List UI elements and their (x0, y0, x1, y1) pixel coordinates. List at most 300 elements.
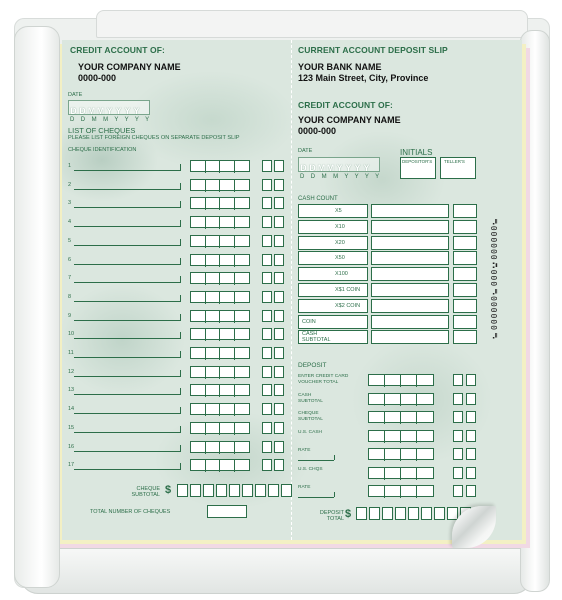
cheque-cents-box[interactable] (262, 347, 272, 359)
deposit-label: DEPOSIT (298, 362, 327, 369)
cheque-identification-line[interactable] (74, 432, 180, 433)
left-date-format: D D M M Y Y Y Y (70, 117, 152, 123)
cheque-cents-box[interactable] (262, 160, 272, 172)
tick-cell (220, 161, 235, 173)
deposit-cents-box[interactable] (466, 467, 476, 479)
cheque-cents-box[interactable] (274, 160, 284, 172)
subtotal-digit-box[interactable] (255, 484, 266, 497)
right-company-name: YOUR COMPANY NAME (298, 115, 401, 125)
subtotal-digit-box[interactable] (281, 484, 292, 497)
tick-cell (235, 292, 249, 304)
subtotal-digit-box[interactable] (203, 484, 214, 497)
cheque-cents-box[interactable] (262, 179, 272, 191)
tick-separator (191, 423, 249, 435)
cheque-amount-field[interactable] (190, 441, 250, 453)
tick-cell (220, 180, 235, 192)
cash-denomination-label: X100 (335, 271, 348, 278)
cheque-subtotal-label-line1: CHEQUE (136, 486, 160, 492)
deposit-row-label: CHEQUE (298, 411, 319, 416)
deposit-cents-box[interactable] (466, 374, 476, 386)
tick-separator (191, 367, 249, 379)
cheque-amount-field[interactable] (190, 291, 250, 303)
cheque-identification-line[interactable] (74, 451, 180, 452)
tick-cell (220, 198, 235, 210)
rate-input-line[interactable] (298, 460, 334, 461)
tick-cell (220, 442, 235, 454)
tick-cell (417, 449, 433, 461)
tick-cell (220, 404, 235, 416)
date-char: M (96, 106, 105, 116)
date-char: M (317, 163, 326, 173)
binder-bottom-spine (20, 548, 532, 594)
cheque-cents-box[interactable] (274, 459, 284, 471)
cheque-line-end (180, 314, 181, 321)
tick-cell (235, 329, 249, 341)
deposit-cents-box[interactable] (453, 467, 463, 479)
cheque-line-end (180, 295, 181, 302)
tick-cell (369, 449, 385, 461)
tick-separator (191, 255, 249, 267)
tick-cell (191, 161, 206, 173)
tick-cell (385, 449, 401, 461)
tick-cell (385, 468, 401, 480)
rate-input-line[interactable] (298, 497, 334, 498)
cash-count-amount-field[interactable] (371, 330, 449, 344)
deposit-amount-field[interactable] (368, 448, 434, 460)
cheque-line-end (180, 463, 181, 470)
date-char: D (79, 106, 86, 116)
tick-separator (191, 442, 249, 454)
subtotal-digit-box[interactable] (177, 484, 188, 497)
cheque-cents-box[interactable] (262, 272, 272, 284)
deposit-row-label: U.S. CASH (298, 429, 322, 435)
cheque-identification-line[interactable] (74, 301, 180, 302)
cash-count-amount-field[interactable] (371, 299, 449, 313)
tick-cell (369, 486, 385, 498)
deposit-cents-box[interactable] (466, 430, 476, 442)
deposit-total-digit-box[interactable] (421, 507, 432, 520)
cheque-identification-line[interactable] (74, 338, 180, 339)
tick-cell (220, 236, 235, 248)
tick-cell (206, 348, 221, 360)
cash-count-amount-field[interactable] (371, 315, 449, 329)
tick-separator (191, 404, 249, 416)
deposit-cents-box[interactable] (453, 448, 463, 460)
cheque-line-end (180, 239, 181, 246)
tick-cell (417, 375, 433, 387)
tick-cell (417, 431, 433, 443)
micr-encoding-line: ⑈000000⑈000⑆000000⑈ (490, 215, 499, 339)
deposit-cents-box[interactable] (453, 485, 463, 497)
cash-count-cents-field[interactable] (453, 204, 477, 218)
cheque-line-end (180, 388, 181, 395)
right-account-number: 0000-000 (298, 126, 337, 136)
tick-cell (191, 180, 206, 192)
tick-cell (235, 423, 249, 435)
cheque-row-number: 6 (68, 256, 72, 263)
binder-top-flap (96, 10, 528, 38)
cash-count-denomination (298, 251, 368, 265)
cash-count-amount-field[interactable] (371, 267, 449, 281)
cash-denomination-label: X$1 COIN (335, 287, 361, 293)
left-date-label: DATE (68, 92, 83, 98)
left-date-field[interactable] (68, 100, 150, 115)
cheque-identification-line[interactable] (74, 394, 180, 395)
cheque-cents-box[interactable] (262, 403, 272, 415)
cash-count-amount-field[interactable] (371, 251, 449, 265)
tick-cell (206, 273, 221, 285)
cheque-line-end (180, 426, 181, 433)
deposit-amount-field[interactable] (368, 467, 434, 479)
cash-count-denomination (298, 267, 368, 281)
cheque-line-end (180, 220, 181, 227)
cheque-amount-field[interactable] (190, 366, 250, 378)
cheque-line-end (180, 332, 181, 339)
cheque-cents-box[interactable] (274, 235, 284, 247)
total-number-cheques-field[interactable] (207, 505, 247, 518)
tick-cell (369, 412, 385, 424)
tick-cell (206, 198, 221, 210)
date-char: Y (336, 163, 343, 173)
cash-denomination-label: X$2 COIN (335, 302, 361, 309)
cheque-cents-box[interactable] (262, 366, 272, 378)
tick-cell (206, 180, 221, 192)
tick-cell (235, 442, 249, 454)
cash-denomination-label: X10 (335, 223, 345, 230)
tick-cell (191, 273, 206, 285)
cheque-amount-field[interactable] (190, 197, 250, 209)
cheque-amount-field[interactable] (190, 310, 250, 322)
date-char: Y (133, 106, 140, 116)
cheque-row-number: 7 (68, 275, 72, 282)
tick-cell (191, 255, 206, 267)
cheque-row-number: 5 (68, 237, 72, 244)
cash-count-denomination (298, 236, 368, 250)
cheque-cents-box[interactable] (262, 197, 272, 209)
tick-cell (206, 385, 221, 397)
tick-cell (235, 460, 249, 472)
deposit-total-digit-box[interactable] (356, 507, 367, 520)
tick-cell (235, 273, 249, 285)
deposit-row-label: CASH (298, 392, 312, 398)
deposit-cents-box[interactable] (453, 430, 463, 442)
tick-cell (206, 367, 221, 379)
tick-cell (235, 311, 249, 323)
cheque-identification-line[interactable] (74, 189, 180, 190)
cheque-cents-box[interactable] (274, 328, 284, 340)
tick-cell (220, 255, 235, 267)
tick-cell (220, 460, 235, 472)
deposit-row-label-line2: SUBTOTAL (298, 417, 323, 422)
deposit-total-boxes[interactable] (356, 507, 471, 520)
cheque-cents-box[interactable] (274, 441, 284, 453)
deposit-cents-box[interactable] (466, 448, 476, 460)
cheque-cents-box[interactable] (262, 422, 272, 434)
cash-count-cents-field[interactable] (453, 315, 477, 329)
tick-cell (191, 442, 206, 454)
cheque-line-end (180, 258, 181, 265)
cash-denomination-label: X20 (335, 239, 345, 246)
cheque-cents-box[interactable] (262, 441, 272, 453)
tick-cell (235, 385, 249, 397)
tick-cell (220, 423, 235, 435)
date-char: M (326, 163, 335, 173)
cheque-amount-field[interactable] (190, 384, 250, 396)
date-char: Y (106, 106, 113, 116)
cash-count-cents-field[interactable] (453, 251, 477, 265)
cash-count-denomination (298, 330, 368, 344)
cash-count-denomination (298, 283, 368, 297)
cheque-amount-field[interactable] (190, 216, 250, 228)
cheque-amount-field[interactable] (190, 328, 250, 340)
deposit-amount-field[interactable] (368, 430, 434, 442)
subtotal-digit-box[interactable] (229, 484, 240, 497)
cheque-cents-box[interactable] (262, 310, 272, 322)
cheque-cents-box[interactable] (274, 216, 284, 228)
tick-cell (206, 404, 221, 416)
cheque-cents-box[interactable] (274, 272, 284, 284)
left-company-name: YOUR COMPANY NAME (78, 62, 181, 72)
cheque-row-number: 10 (68, 331, 75, 338)
cheque-line-end (180, 164, 181, 171)
cheque-row-number: 9 (68, 312, 72, 319)
cheque-row-number: 11 (68, 350, 74, 356)
deposit-row-label: RATE (298, 448, 311, 453)
tick-cell (235, 255, 249, 267)
tick-cell (191, 385, 206, 397)
cash-count-cents-field[interactable] (453, 299, 477, 313)
tick-separator (191, 329, 249, 341)
teller-initials-box[interactable] (440, 157, 476, 179)
date-char: Y (345, 163, 352, 173)
cash-count-denomination (298, 299, 368, 313)
cash-count-cents-field[interactable] (453, 236, 477, 250)
date-char: Y (363, 163, 370, 173)
cheque-cents-box[interactable] (262, 254, 272, 266)
tick-separator (191, 198, 249, 210)
perforation-line (291, 40, 292, 540)
cheque-cents-box[interactable] (274, 310, 284, 322)
tick-cell (191, 292, 206, 304)
cheque-identification-line[interactable] (74, 170, 180, 171)
cheque-cents-box[interactable] (274, 291, 284, 303)
cheque-amount-field[interactable] (190, 347, 250, 359)
cheque-cents-box[interactable] (274, 366, 284, 378)
tick-cell (401, 468, 417, 480)
cheque-subtotal-boxes[interactable] (177, 484, 292, 497)
cheque-cents-box[interactable] (262, 384, 272, 396)
tick-cell (369, 431, 385, 443)
tick-cell (235, 236, 249, 248)
date-char: Y (354, 163, 361, 173)
right-credit-heading: CREDIT ACCOUNT OF: (298, 100, 393, 110)
cheque-line-end (180, 276, 181, 283)
tick-cell (235, 180, 249, 192)
date-char: D (300, 163, 307, 173)
cheque-amount-field[interactable] (190, 160, 250, 172)
deposit-amount-field[interactable] (368, 374, 434, 386)
tick-separator (191, 180, 249, 192)
cheque-identification-line[interactable] (74, 245, 180, 246)
deposit-amount-field[interactable] (368, 485, 434, 497)
right-date-label: DATE (298, 148, 313, 154)
tick-separator (191, 348, 249, 360)
cheque-cents-box[interactable] (262, 216, 272, 228)
tick-cell (206, 423, 221, 435)
tick-cell (401, 431, 417, 443)
cheque-identification-line[interactable] (74, 376, 180, 377)
tick-cell (385, 375, 401, 387)
cash-count-cents-field[interactable] (453, 283, 477, 297)
cheque-amount-field[interactable] (190, 459, 250, 471)
cheque-line-end (180, 445, 181, 452)
deposit-total-label (314, 510, 344, 522)
cheque-row-number: 15 (68, 424, 75, 431)
deposit-cents-box[interactable] (453, 411, 463, 423)
tick-cell (206, 442, 221, 454)
date-char: D (70, 106, 77, 116)
rate-line-end (334, 455, 335, 460)
cheque-cents-box[interactable] (274, 422, 284, 434)
cheque-amount-field[interactable] (190, 254, 250, 266)
deposit-cents-box[interactable] (453, 393, 463, 405)
cash-denomination-label: COIN (302, 318, 316, 325)
cheque-amount-field[interactable] (190, 403, 250, 415)
deposit-total-digit-box[interactable] (395, 507, 406, 520)
deposit-cents-box[interactable] (466, 393, 476, 405)
cheque-row-number: 14 (68, 406, 75, 413)
cheque-cents-box[interactable] (262, 291, 272, 303)
deposit-total-digit-box[interactable] (408, 507, 419, 520)
tick-cell (220, 292, 235, 304)
deposit-row-label-line2: VOUCHER TOTAL (298, 380, 339, 385)
left-credit-heading: CREDIT ACCOUNT OF: (70, 45, 165, 55)
tick-cell (235, 217, 249, 229)
deposit-cents-box[interactable] (466, 485, 476, 497)
cheque-cents-box[interactable] (262, 328, 272, 340)
deposit-row-label: ENTER CREDIT CARD (298, 374, 349, 379)
deposit-total-digit-box[interactable] (434, 507, 445, 520)
cash-subtotal-line2: SUBTOTAL (302, 336, 331, 343)
deposit-amount-field[interactable] (368, 393, 434, 405)
cheque-amount-field[interactable] (190, 179, 250, 191)
tick-cell (206, 329, 221, 341)
cash-denomination-label: X50 (335, 255, 345, 262)
cheque-subtotal-label-line2: SUBTOTAL (131, 492, 160, 498)
tick-cell (401, 412, 417, 424)
tick-cell (235, 348, 249, 360)
tick-cell (385, 394, 401, 406)
cheque-cents-box[interactable] (274, 403, 284, 415)
cheque-identification-line[interactable] (74, 264, 180, 265)
cheque-row-number: 1 (68, 163, 72, 169)
subtotal-digit-box[interactable] (242, 484, 253, 497)
tick-cell (220, 348, 235, 360)
subtotal-digit-box[interactable] (216, 484, 227, 497)
tick-cell (417, 468, 433, 480)
cheque-cents-box[interactable] (274, 179, 284, 191)
deposit-cents-box[interactable] (466, 411, 476, 423)
cheque-amount-field[interactable] (190, 235, 250, 247)
depositor-label: DEPOSITOR'S (402, 159, 433, 164)
subtotal-digit-box[interactable] (190, 484, 201, 497)
cheque-amount-field[interactable] (190, 272, 250, 284)
tick-separator (369, 412, 433, 424)
tick-cell (235, 367, 249, 379)
cheque-row-number: 2 (68, 181, 72, 188)
depositor-initials-box[interactable] (400, 157, 436, 179)
cheque-line-end (180, 351, 181, 358)
cash-count-amount-field[interactable] (371, 220, 449, 234)
tick-separator (369, 394, 433, 406)
tick-cell (206, 460, 221, 472)
tick-cell (235, 161, 249, 173)
cheque-identification-label: CHEQUE IDENTIFICATION (68, 147, 137, 153)
cheque-cents-box[interactable] (262, 459, 272, 471)
tick-cell (191, 236, 206, 248)
cheque-identification-line[interactable] (74, 207, 180, 208)
tick-cell (235, 198, 249, 210)
tick-separator (191, 311, 249, 323)
cash-count-cents-field[interactable] (453, 220, 477, 234)
cash-count-cents-field[interactable] (453, 330, 477, 344)
deposit-total-digit-box[interactable] (382, 507, 393, 520)
cheque-cents-box[interactable] (274, 254, 284, 266)
tick-cell (235, 404, 249, 416)
right-date-field[interactable] (298, 157, 380, 172)
tick-cell (206, 292, 221, 304)
tick-cell (191, 404, 206, 416)
cheque-cents-box[interactable] (262, 235, 272, 247)
cheque-amount-field[interactable] (190, 422, 250, 434)
tick-cell (401, 449, 417, 461)
cash-count-amount-field[interactable] (371, 283, 449, 297)
cheque-cents-box[interactable] (274, 384, 284, 396)
cheque-identification-line[interactable] (74, 413, 180, 414)
initials-label: INITIALS (400, 148, 433, 157)
tick-cell (220, 311, 235, 323)
deposit-row-label-line2: SUBTOTAL (298, 398, 323, 404)
bank-address: 123 Main Street, City, Province (298, 73, 429, 83)
tick-cell (220, 217, 235, 229)
deposit-total-digit-box[interactable] (369, 507, 380, 520)
left-account-number: 0000-000 (78, 73, 117, 83)
cheque-cents-box[interactable] (274, 197, 284, 209)
tick-separator (191, 236, 249, 248)
cheque-identification-line[interactable] (74, 357, 180, 358)
cash-count-amount-field[interactable] (371, 204, 449, 218)
cheque-row-number: 16 (68, 443, 75, 450)
tick-cell (191, 217, 206, 229)
cheque-cents-box[interactable] (274, 347, 284, 359)
deposit-cents-box[interactable] (453, 374, 463, 386)
cheque-identification-line[interactable] (74, 226, 180, 227)
tick-cell (220, 273, 235, 285)
tick-cell (220, 329, 235, 341)
cash-count-amount-field[interactable] (371, 236, 449, 250)
tick-cell (191, 329, 206, 341)
cheque-identification-line[interactable] (74, 320, 180, 321)
cash-count-label: CASH COUNT (298, 196, 338, 202)
subtotal-digit-box[interactable] (268, 484, 279, 497)
deposit-amount-field[interactable] (368, 411, 434, 423)
cheque-identification-line[interactable] (74, 469, 180, 470)
cheque-identification-line[interactable] (74, 282, 180, 283)
tick-separator (191, 217, 249, 229)
tick-cell (206, 236, 221, 248)
tick-cell (385, 412, 401, 424)
cash-count-cents-field[interactable] (453, 267, 477, 281)
